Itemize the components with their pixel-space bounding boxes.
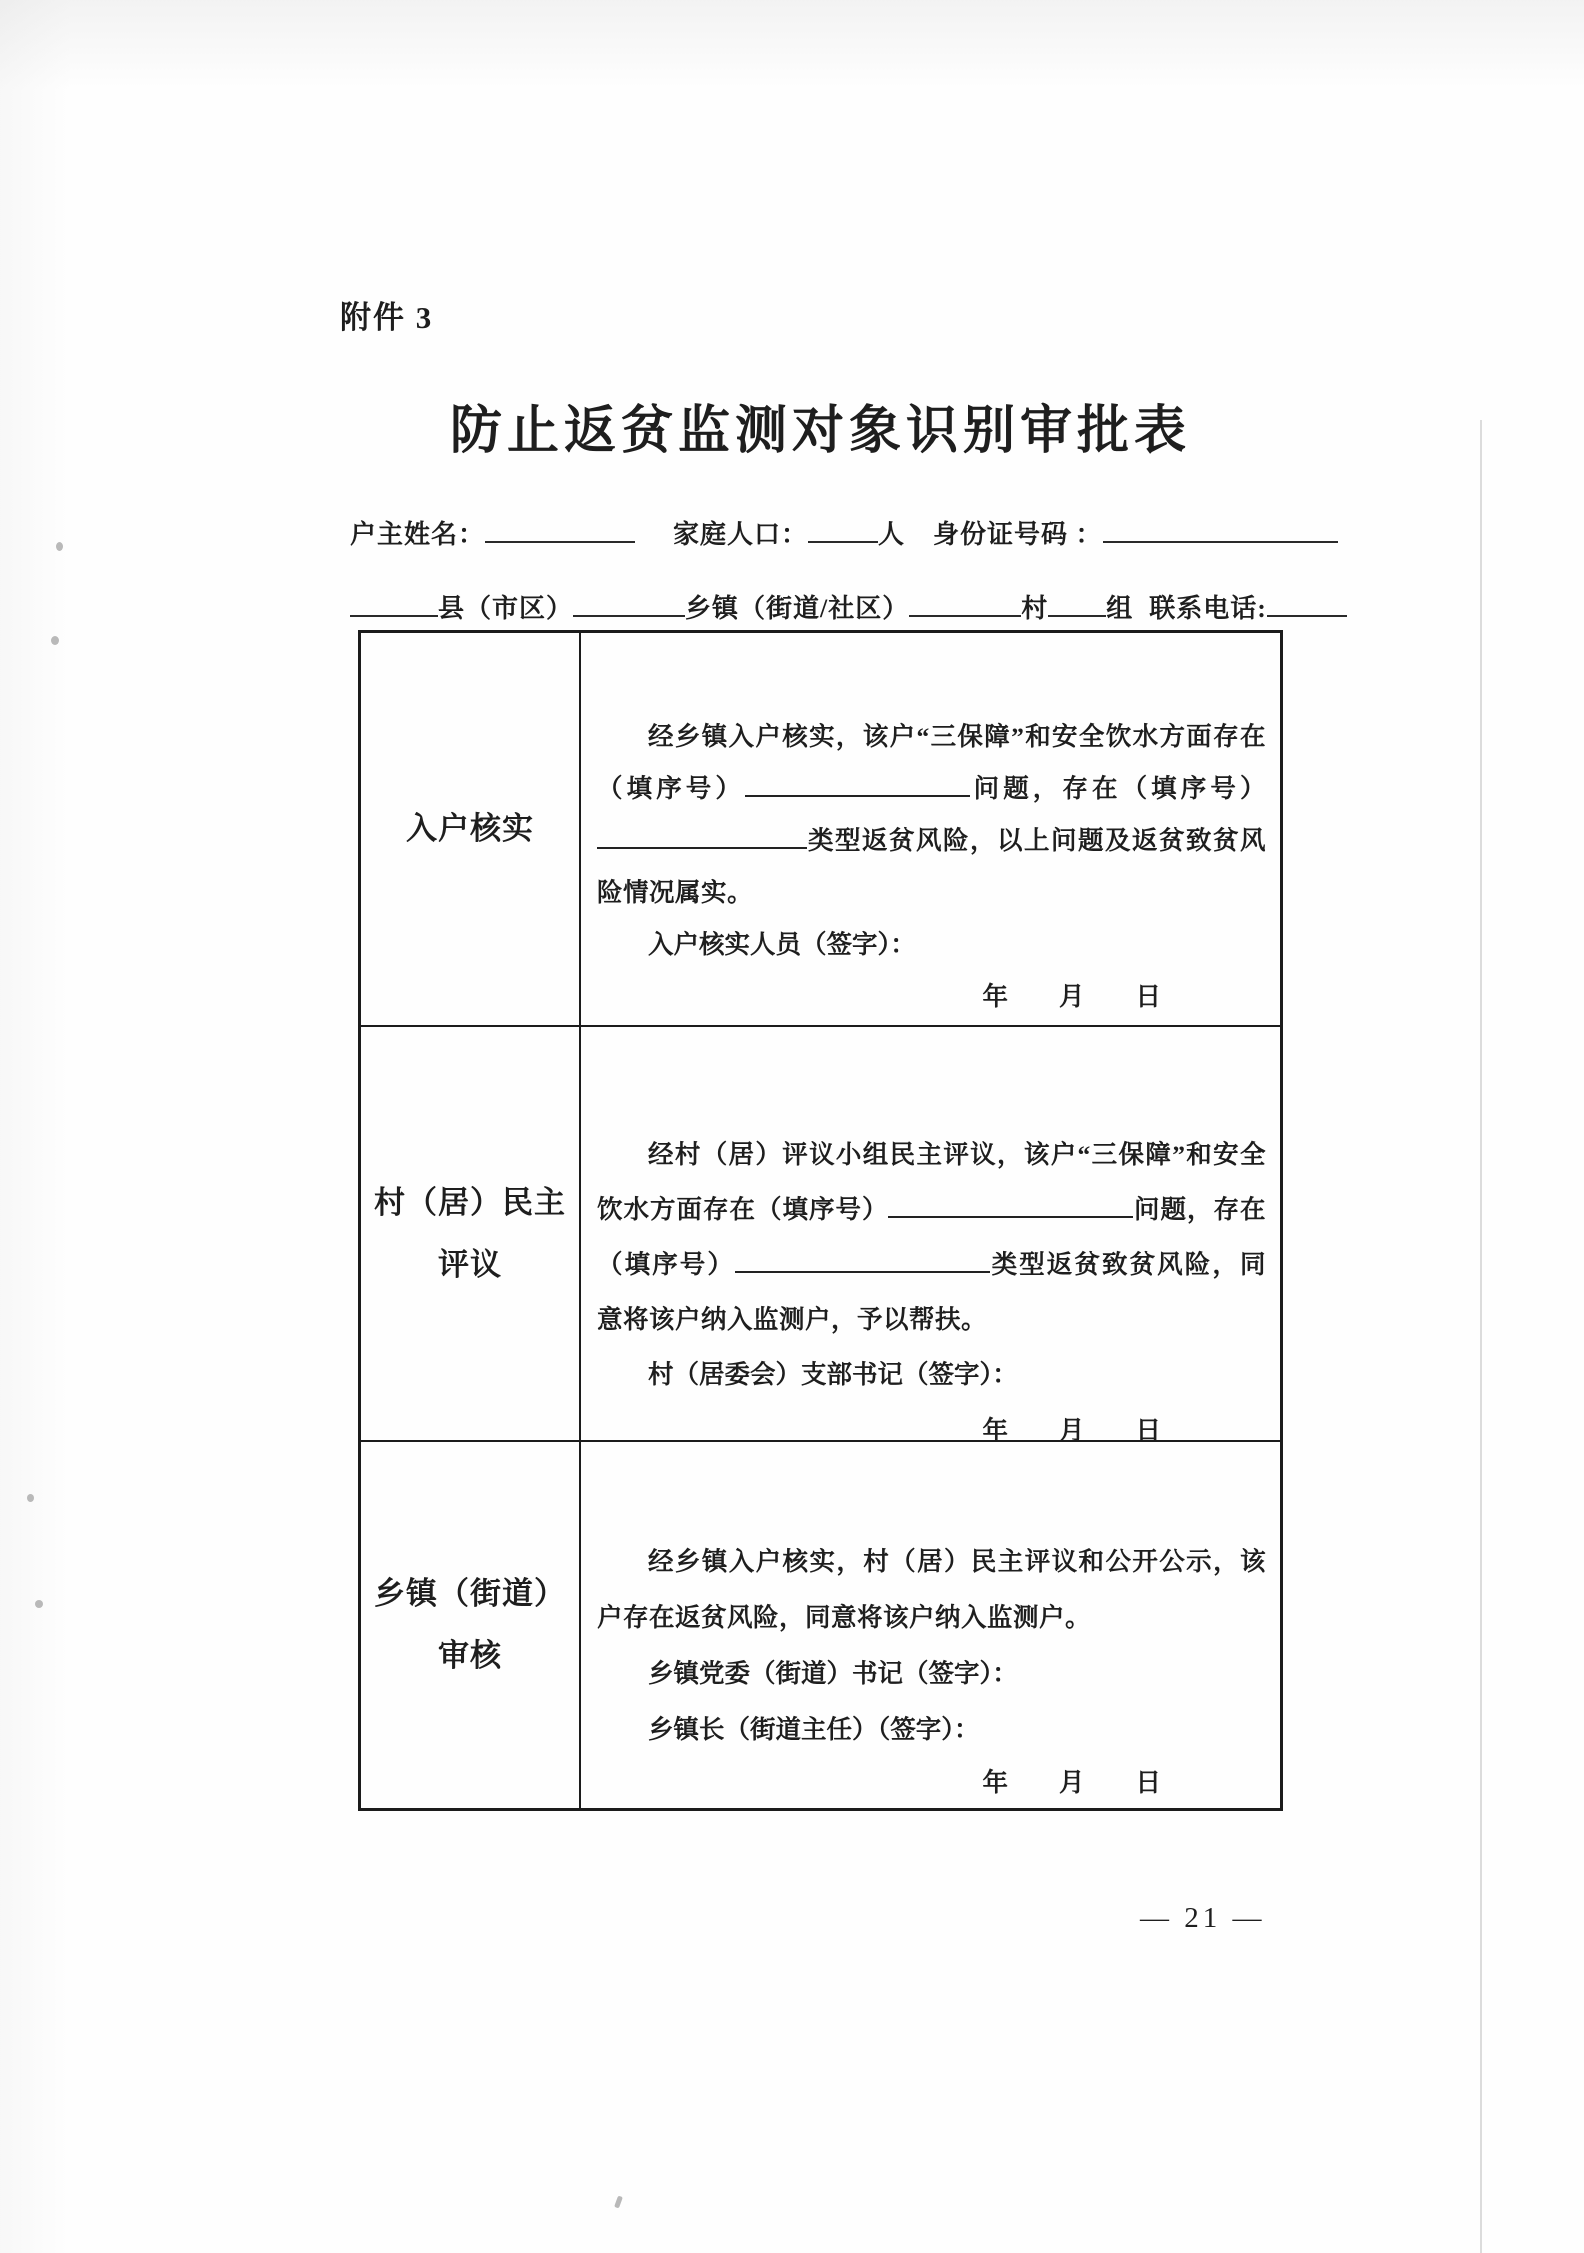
row-paragraph: 经村（居）评议小组民主评议，该户“三保障”和安全饮水方面存在（填序号） 问题，存在（填序号） 类型返贫致贫风险，同意将该户纳入监测户，予以帮扶。 [597, 1140, 1266, 1334]
county-label: 县（市区） [438, 594, 574, 623]
row-label-township-approval: 乡镇（街道） 审核 [361, 1442, 581, 1808]
id-number-label: 身份证号码 ： [933, 520, 1103, 549]
township-label: 乡镇（街道/社区） [685, 594, 910, 623]
phone-blank [1267, 589, 1347, 617]
scan-artifact [0, 0, 1584, 90]
township-blank [573, 589, 685, 617]
scan-artifact [1480, 420, 1482, 2253]
signature-line: 乡镇党委（街道）书记（签字）： [648, 1659, 1018, 1688]
group-label: 组 [1106, 594, 1134, 623]
row-paragraph: 经乡镇入户核实，该户“三保障”和安全饮水方面存在（填序号） 问题，存在（填序号）类型返贫风险，以上问题及返贫致贫风险情况属实。 [597, 722, 1266, 907]
attachment-label: 附件 3 [340, 300, 434, 335]
group-blank [1048, 589, 1106, 617]
phone-label: 联系电话: [1149, 594, 1267, 623]
scan-artifact [27, 1494, 34, 1502]
scan-artifact [614, 2196, 623, 2209]
table-row-village-review [361, 1025, 1280, 1445]
family-size-unit: 人 [878, 520, 906, 549]
signature-line: 乡镇长（街道主任）（签字）： [648, 1715, 980, 1744]
date-line: 年 月 日 [982, 1768, 1161, 1797]
village-blank [909, 589, 1021, 617]
table-row-household-verification [361, 633, 1280, 1025]
householder-name-blank [485, 515, 635, 543]
county-blank [350, 589, 438, 617]
village-label: 村 [1021, 594, 1049, 623]
row-label-village-review: 村（居）民主 评议 [361, 1027, 581, 1440]
family-size-blank [808, 515, 878, 543]
header-line-household [350, 514, 1295, 551]
id-number-blank [1103, 515, 1338, 543]
document-title: 防止返贫监测对象识别审批表 [449, 403, 1191, 460]
fill-in-blank [735, 1246, 990, 1274]
fill-in-blank [745, 770, 970, 798]
page-number: — 21 — [1140, 1902, 1266, 1934]
row-content-township-approval [581, 1442, 1280, 1808]
row-content-village-review [581, 1027, 1280, 1445]
date-line: 年 月 日 [982, 982, 1161, 1011]
scan-artifact [56, 542, 63, 551]
scan-artifact [0, 0, 70, 2253]
family-size-label: 家庭人口： [673, 520, 809, 549]
fill-in-blank [888, 1191, 1133, 1219]
signature-line: 村（居委会）支部书记（签字）： [648, 1360, 1018, 1389]
householder-name-label: 户主姓名： [350, 520, 486, 549]
row-paragraph: 经乡镇入户核实，村（居）民主评议和公开公示，该户存在返贫风险，同意将该户纳入监测户。 [597, 1547, 1266, 1632]
signature-line: 入户核实人员（签字）： [648, 930, 916, 959]
header-line-address [350, 588, 1295, 625]
fill-in-blank [597, 822, 807, 850]
scan-artifact [51, 636, 59, 645]
row-content-household-verification [581, 633, 1280, 1025]
scan-artifact [35, 1600, 43, 1608]
approval-table [358, 630, 1283, 1811]
table-row-township-approval [361, 1440, 1280, 1808]
row-label-household-verification: 入户核实 [361, 633, 581, 1025]
date-line: 年 月 日 [982, 1416, 1161, 1445]
